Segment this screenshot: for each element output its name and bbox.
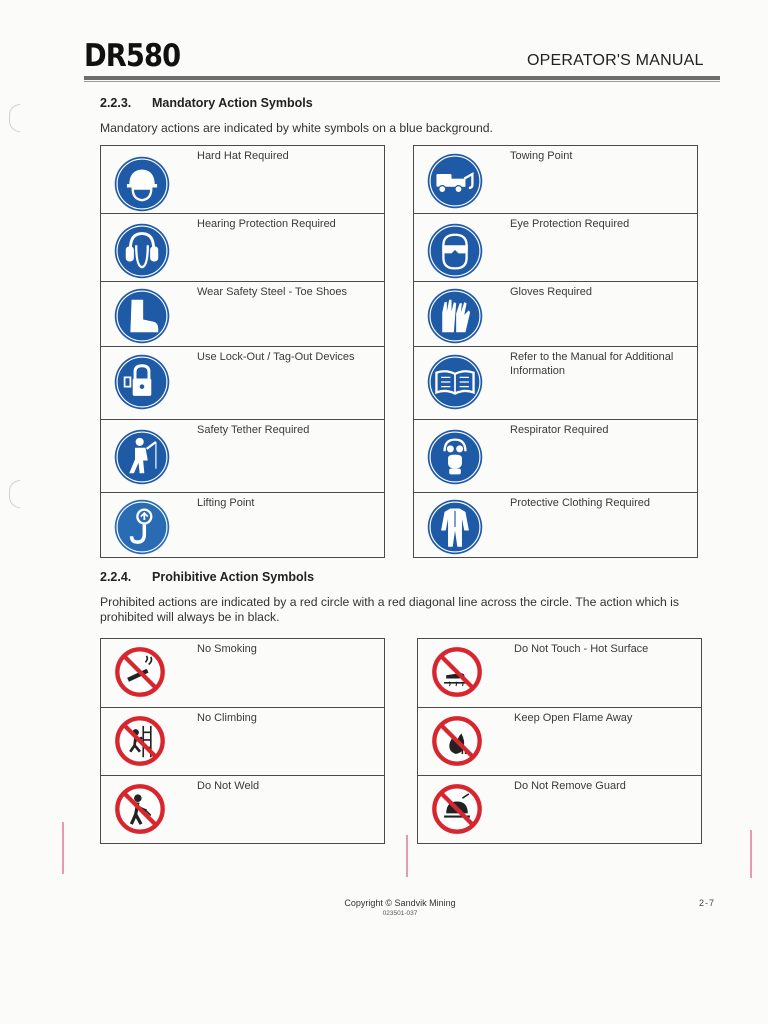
scan-mark xyxy=(62,822,64,874)
symbol-cell xyxy=(101,708,384,775)
symbol-cell xyxy=(101,347,384,419)
symbol-cell xyxy=(414,420,697,492)
harness-icon xyxy=(113,428,171,486)
symbol-label: Hard Hat Required xyxy=(197,150,289,162)
hard-hat-icon xyxy=(113,155,171,213)
header-rule xyxy=(84,76,720,80)
no-smoking-icon xyxy=(113,645,167,699)
symbol-label: Use Lock-Out / Tag-Out Devices xyxy=(197,351,355,363)
symbol-label: Keep Open Flame Away xyxy=(514,712,633,724)
mandatory-table-right xyxy=(413,145,698,558)
respirator-icon xyxy=(426,428,484,486)
scan-mark xyxy=(750,830,752,878)
symbol-cell xyxy=(101,146,384,213)
symbol-cell xyxy=(414,214,697,281)
symbol-label: Hearing Protection Required xyxy=(197,218,336,230)
section-title: Prohibitive Action Symbols xyxy=(152,570,315,584)
ear-muffs-icon xyxy=(113,222,171,280)
prohibitive-table-left xyxy=(100,638,385,844)
tow-truck-icon xyxy=(426,152,484,210)
symbol-label: Do Not Remove Guard xyxy=(514,780,626,792)
scan-mark xyxy=(406,835,408,877)
symbol-cell xyxy=(101,282,384,346)
symbol-cell xyxy=(414,347,697,419)
symbol-cell xyxy=(101,214,384,281)
no-open-flame-icon xyxy=(430,714,484,768)
symbol-label: Safety Tether Required xyxy=(197,424,310,436)
padlock-icon xyxy=(113,353,171,411)
symbol-cell xyxy=(101,776,384,843)
symbol-cell xyxy=(414,282,697,346)
page-number: 2-7 xyxy=(699,898,716,908)
prohibitive-description: Prohibited actions are indicated by a red circle with a red diagonal line across the circle. The action which is prohibited will always be in black. xyxy=(100,595,679,624)
section-number: 2.2.3. xyxy=(100,96,132,110)
symbol-label: Wear Safety Steel - Toe Shoes xyxy=(197,286,348,298)
symbol-label: Towing Point xyxy=(510,150,573,162)
mandatory-description: Mandatory actions are indicated by white symbols on a blue background. xyxy=(100,121,493,135)
symbol-cell xyxy=(418,639,701,707)
symbol-label: Respirator Required xyxy=(510,424,609,436)
symbol-label: No Smoking xyxy=(197,643,257,655)
symbol-label: Refer to the Manual for Additional Information xyxy=(510,351,674,377)
symbol-cell xyxy=(418,708,701,775)
no-touch-hot-icon xyxy=(430,645,484,699)
scan-margin-mark xyxy=(9,480,20,508)
footer-copyright: Copyright © Sandvik Mining xyxy=(344,898,456,908)
no-welding-icon xyxy=(113,782,167,836)
symbol-label: Eye Protection Required xyxy=(510,218,630,230)
symbol-label: Lifting Point xyxy=(197,497,255,509)
header-rule-thin xyxy=(84,81,720,82)
coverall-icon xyxy=(426,498,484,556)
no-remove-guard-icon xyxy=(430,782,484,836)
prohibitive-section-heading xyxy=(100,570,314,584)
mandatory-table-left xyxy=(100,145,385,558)
symbol-cell xyxy=(101,493,384,557)
section-title: Mandatory Action Symbols xyxy=(152,96,313,110)
symbol-cell xyxy=(414,146,697,213)
symbol-label: Gloves Required xyxy=(510,286,592,298)
prohibitive-table-right xyxy=(417,638,702,844)
gloves-icon xyxy=(426,287,484,345)
symbol-label: No Climbing xyxy=(197,712,257,724)
goggles-icon xyxy=(426,222,484,280)
symbol-label: Do Not Touch - Hot Surface xyxy=(514,643,649,655)
symbol-label: Protective Clothing Required xyxy=(510,497,651,509)
manual-title: OPERATOR'S MANUAL xyxy=(527,52,704,69)
symbol-cell xyxy=(414,493,697,557)
boot-icon xyxy=(113,287,171,345)
scan-margin-mark xyxy=(9,104,20,132)
manual-book-icon xyxy=(426,353,484,411)
symbol-cell xyxy=(101,420,384,492)
symbol-cell xyxy=(101,639,384,707)
symbol-cell xyxy=(418,776,701,843)
mandatory-section-heading xyxy=(100,96,313,110)
section-number: 2.2.4. xyxy=(100,570,132,584)
symbol-label: Do Not Weld xyxy=(197,780,260,792)
no-climbing-icon xyxy=(113,714,167,768)
hook-icon xyxy=(113,498,171,556)
product-logo: DR580 xyxy=(84,38,181,74)
footer-doc-code: 023501-037 xyxy=(382,910,418,917)
